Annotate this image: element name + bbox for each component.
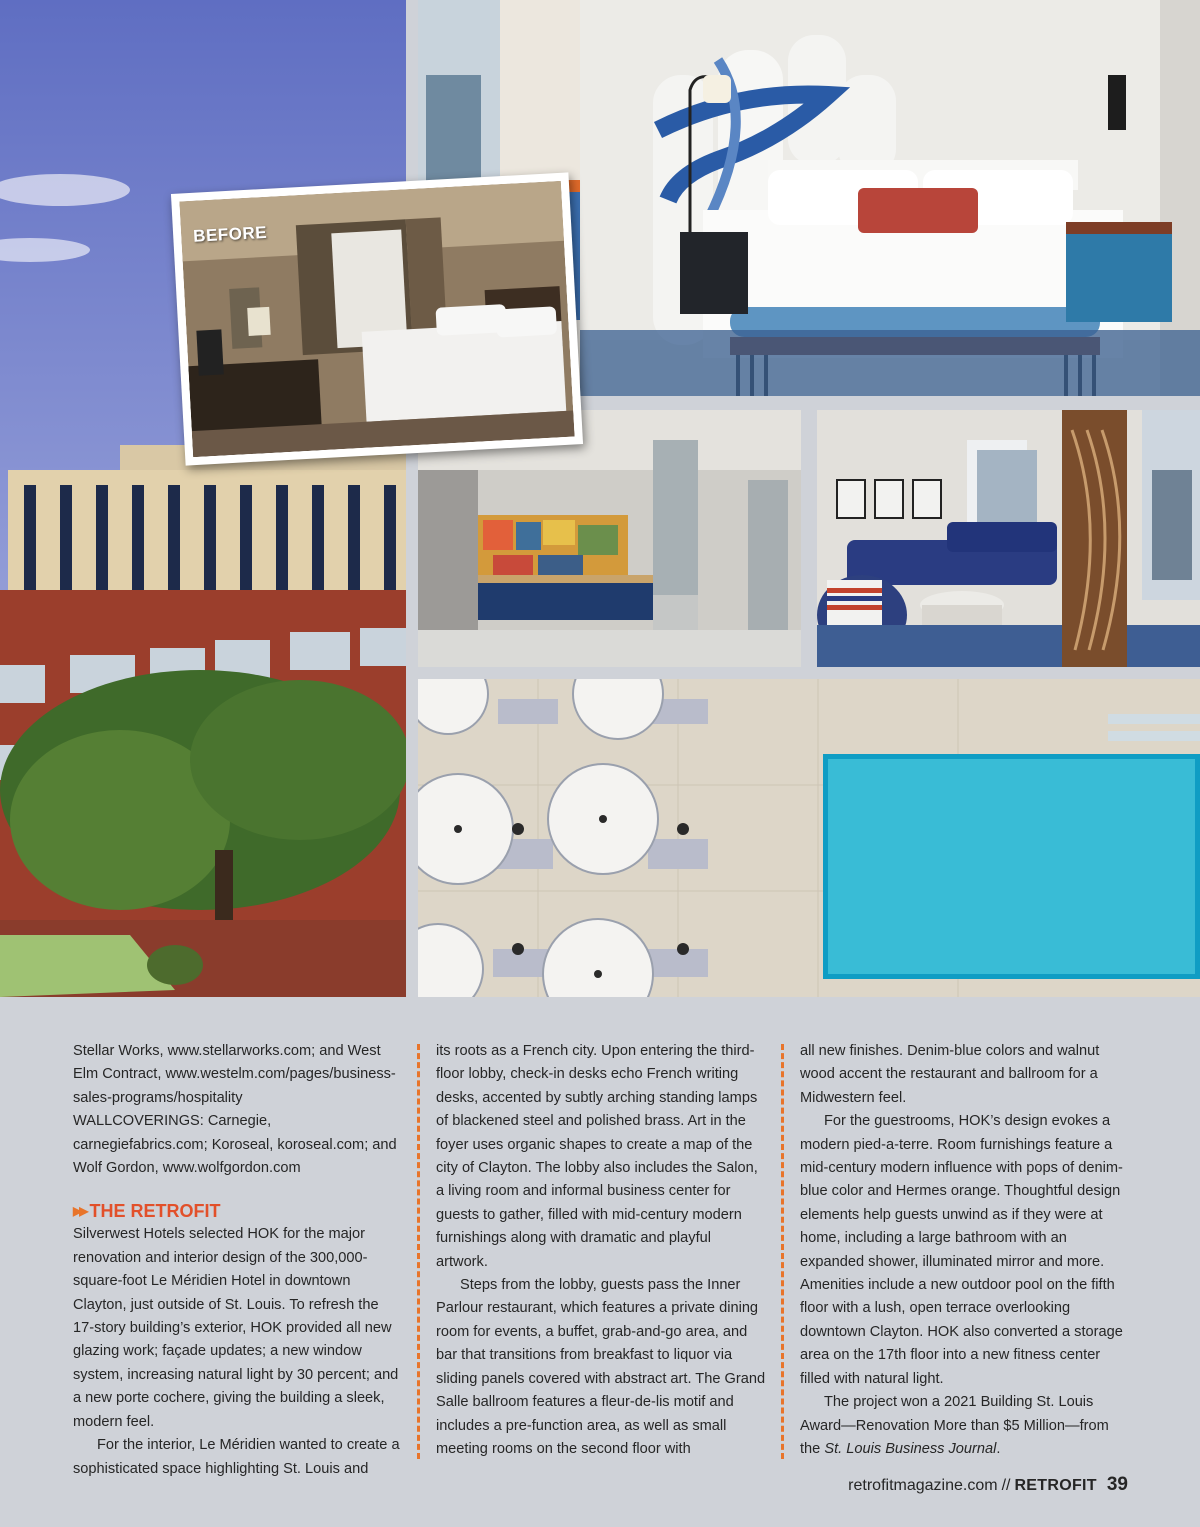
publication-name: St. Louis Business Journal	[824, 1440, 997, 1457]
footer-site-link[interactable]: retrofitmagazine.com	[848, 1477, 998, 1494]
paragraph: Stellar Works, www.stellarworks.com; and West Elm Contract, www.westelm.com/pages/business-sales-programs/hospitality	[73, 1043, 396, 1106]
paragraph	[800, 1391, 1130, 1461]
paragraph: For the interior, Le Méridien wanted to create a sophisticated space highlighting St. Louis and	[73, 1437, 400, 1477]
paragraph: Silverwest Hotels selected HOK for the major renovation and interior design of the 300,000-square-foot Le Méridien Hotel in downtown Clayton, just outside of St. Louis. To refresh the 17-story building’s exterior, HOK provided all new glazing work; façade updates; a new window system, increasing natural light by 30 percent; and a new porte cochere, giving the building a sleek, modern feel.	[73, 1226, 399, 1430]
pool-deck-photo	[418, 679, 1200, 997]
page-footer	[848, 1474, 1128, 1496]
section-heading-text: THE RETROFIT	[89, 1201, 221, 1222]
page-number: 39	[1106, 1474, 1128, 1495]
before-label: BEFORE	[192, 222, 268, 246]
footer-separator: //	[1001, 1477, 1011, 1494]
exterior-photo	[0, 0, 406, 997]
double-arrow-icon: ▶▶	[73, 1204, 86, 1219]
paragraph: its roots as a French city. Upon entering the third-floor lobby, check-in desks echo French writing desks, accented by subtly arching standing lamps of blackened steel and polished brass. Art in the foyer uses organic shapes to create a map of the city of Clayton. The lobby also includes the Salon, a living room and informal business center for guests to gather, filled with mid-century modern furnishings along with dramatic and playful artwork.	[436, 1043, 758, 1270]
text-column-3	[800, 1040, 1130, 1461]
paragraph: For the guestrooms, HOK’s design evokes a modern pied-a-terre. Room furnishings feature a mid-century modern influence with pops of denim-blue color and Hermes orange. Thoughtful design elements help guests unwind as if they were at home, including a large bathroom with an expanded shower, illuminated mirror and more. Amenities include a new outdoor pool on the fifth floor with a lush, open terrace overlooking downtown Clayton. HOK also converted a storage area on the 17th floor into a new fitness center filled with natural light.	[800, 1113, 1123, 1387]
section-heading	[73, 1200, 403, 1223]
footer-magazine-name: RETROFIT	[1014, 1477, 1097, 1494]
paragraph: Steps from the lobby, guests pass the Inner Parlour restaurant, which features a private dining room for events, a buffet, grab-and-go area, and bar that transitions from breakfast to liquor via sliding panels covered with abstract art. The Grand Salle ballroom features a fleur-de-lis motif and includes a pre-function area, as well as small meeting rooms on the second floor with	[436, 1277, 766, 1457]
paragraph: all new finishes. Denim-blue colors and walnut wood accent the restaurant and ballroom for a Midwestern feel.	[800, 1043, 1100, 1106]
paragraph: WALLCOVERINGS: Carnegie, carnegiefabrics.com; Koroseal, koroseal.com; and Wolf Gordon, www.wolfgordon.com	[73, 1113, 397, 1177]
paragraph-end: .	[996, 1440, 1001, 1457]
text-column-1	[73, 1040, 403, 1481]
suite-living-room-photo	[817, 410, 1200, 667]
column-divider	[781, 1044, 784, 1459]
text-column-2	[436, 1040, 766, 1461]
before-photo	[171, 172, 583, 465]
paragraph-text: The project won a 2021 Building St. Louis Award—Renovation More than $5 Million—from the	[800, 1394, 1109, 1457]
column-divider	[417, 1044, 420, 1459]
